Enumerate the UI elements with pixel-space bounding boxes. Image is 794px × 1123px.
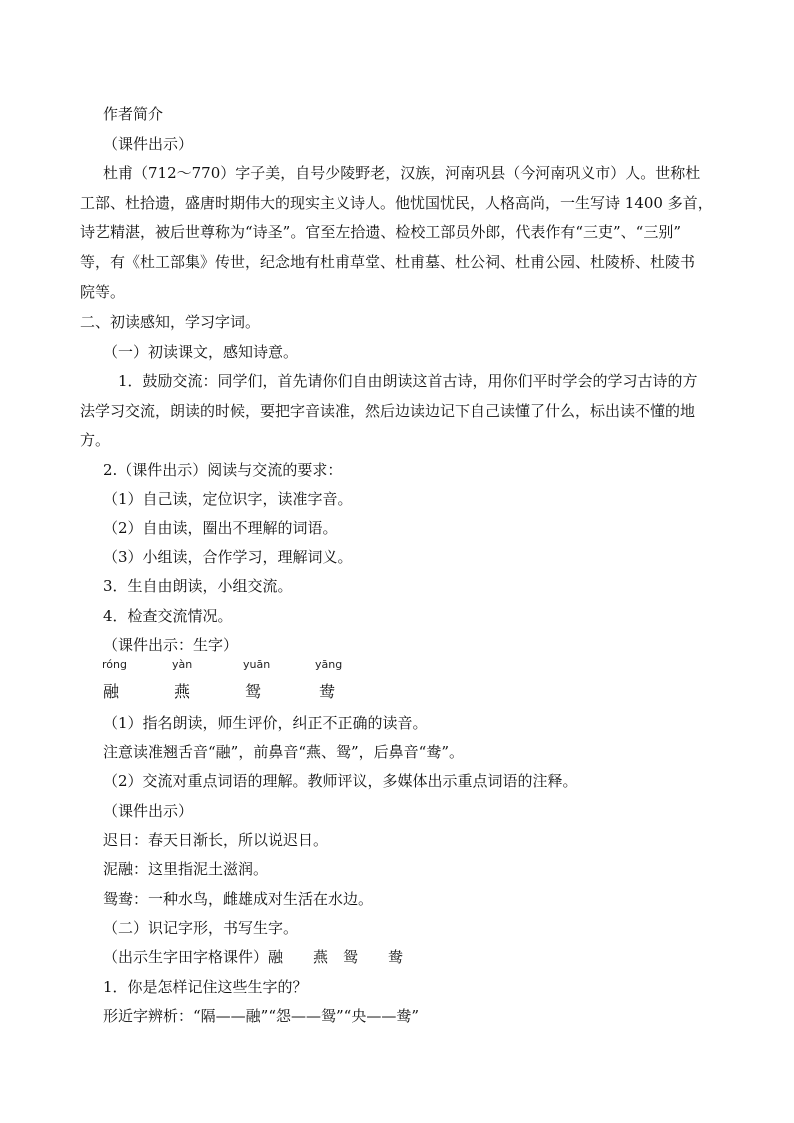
question-1: 1．你是怎样记住这些生字的？: [103, 978, 308, 996]
pinyin-yuan: yuān: [243, 658, 271, 671]
courseware-note: （课件出示）: [103, 135, 194, 153]
requirement-3: （3）小组读，合作学习，理解词义。: [103, 548, 353, 566]
reading-step-1: （1）指名朗读，师生评价，纠正不正确的读音。: [103, 714, 428, 732]
char-yang: 鸯: [319, 682, 336, 701]
gloss-chiri: 迟日：春天日渐长，所以说迟日。: [103, 831, 329, 849]
pronunciation-note: 注意读准翘舌音“融”，前鼻音“燕、鸳”，后鼻音“鸯”。: [103, 743, 465, 761]
author-bio-line-4: 等，有《杜工部集》传世，纪念地有杜甫草堂、杜甫墓、杜公祠、杜甫公园、杜陵桥、杜陵书: [80, 253, 696, 271]
step-3: 3．生自由朗读，小组交流。: [103, 577, 293, 595]
subsection-heading-1: （一）初读课文，感知诗意。: [103, 343, 299, 361]
requirement-1: （1）自己读，定位识字，读准字音。: [103, 490, 353, 508]
courseware-new-characters: （课件出示：生字）: [103, 636, 239, 654]
char-yan: 燕: [174, 682, 191, 701]
reading-step-2: （2）交流对重点词语的理解。教师评议，多媒体出示重点词语的注释。: [103, 772, 578, 790]
section-heading-author: 作者简介: [103, 105, 164, 123]
step-1-line-3: 方。: [80, 431, 111, 449]
gloss-nirong: 泥融：这里指泥土滋润。: [103, 860, 269, 878]
char-rong: 融: [103, 682, 120, 701]
author-bio-line-1: 杜甫（712～770）字子美，自号少陵野老，汉族，河南巩县（今河南巩义市）人。世称杜: [103, 164, 701, 182]
similar-characters: 形近字辨析：“隔——融”“怨——鸳”“央——鸯”: [103, 1007, 420, 1025]
author-bio-line-5: 院等。: [80, 283, 126, 301]
step-2: 2.（课件出示）阅读与交流的要求：: [103, 461, 343, 479]
gloss-yuanyang: 鸳鸯：一种水鸟，雌雄成对生活在水边。: [103, 890, 374, 908]
author-bio-line-3: 诗艺精湛，被后世尊称为“诗圣”。官至左拾遗、检校工部员外郎，代表作有“三吏”、“三别”: [80, 223, 682, 241]
author-bio-line-2: 工部、杜拾遗，盛唐时期伟大的现实主义诗人。他忧国忧民，人格高尚，一生写诗 1400 多首，: [80, 194, 713, 212]
step-1-line-2: 法学习交流，朗读的时候，要把字音读准，然后边读边记下自己读懂了什么，标出读不懂的地: [80, 402, 696, 420]
pinyin-yang: yāng: [315, 658, 343, 671]
char-yuan: 鸳: [245, 682, 262, 701]
grid-courseware-line: （出示生字田字格课件）融 燕 鸳 鸯: [103, 948, 404, 966]
step-1-line-1: 1．鼓励交流：同学们，首先请你们自由朗读这首古诗，用你们平时学会的学习古诗的方: [118, 372, 698, 390]
pinyin-yan: yàn: [172, 658, 193, 671]
pinyin-rong: róng: [102, 658, 127, 671]
step-4: 4．检查交流情况。: [103, 607, 233, 625]
courseware-note-2: （课件出示）: [103, 802, 194, 820]
requirement-2: （2）自由读，圈出不理解的词语。: [103, 519, 338, 537]
section-heading-2: 二、初读感知，学习字词。: [80, 313, 261, 331]
subsection-heading-2: （二）识记字形，书写生字。: [103, 919, 299, 937]
